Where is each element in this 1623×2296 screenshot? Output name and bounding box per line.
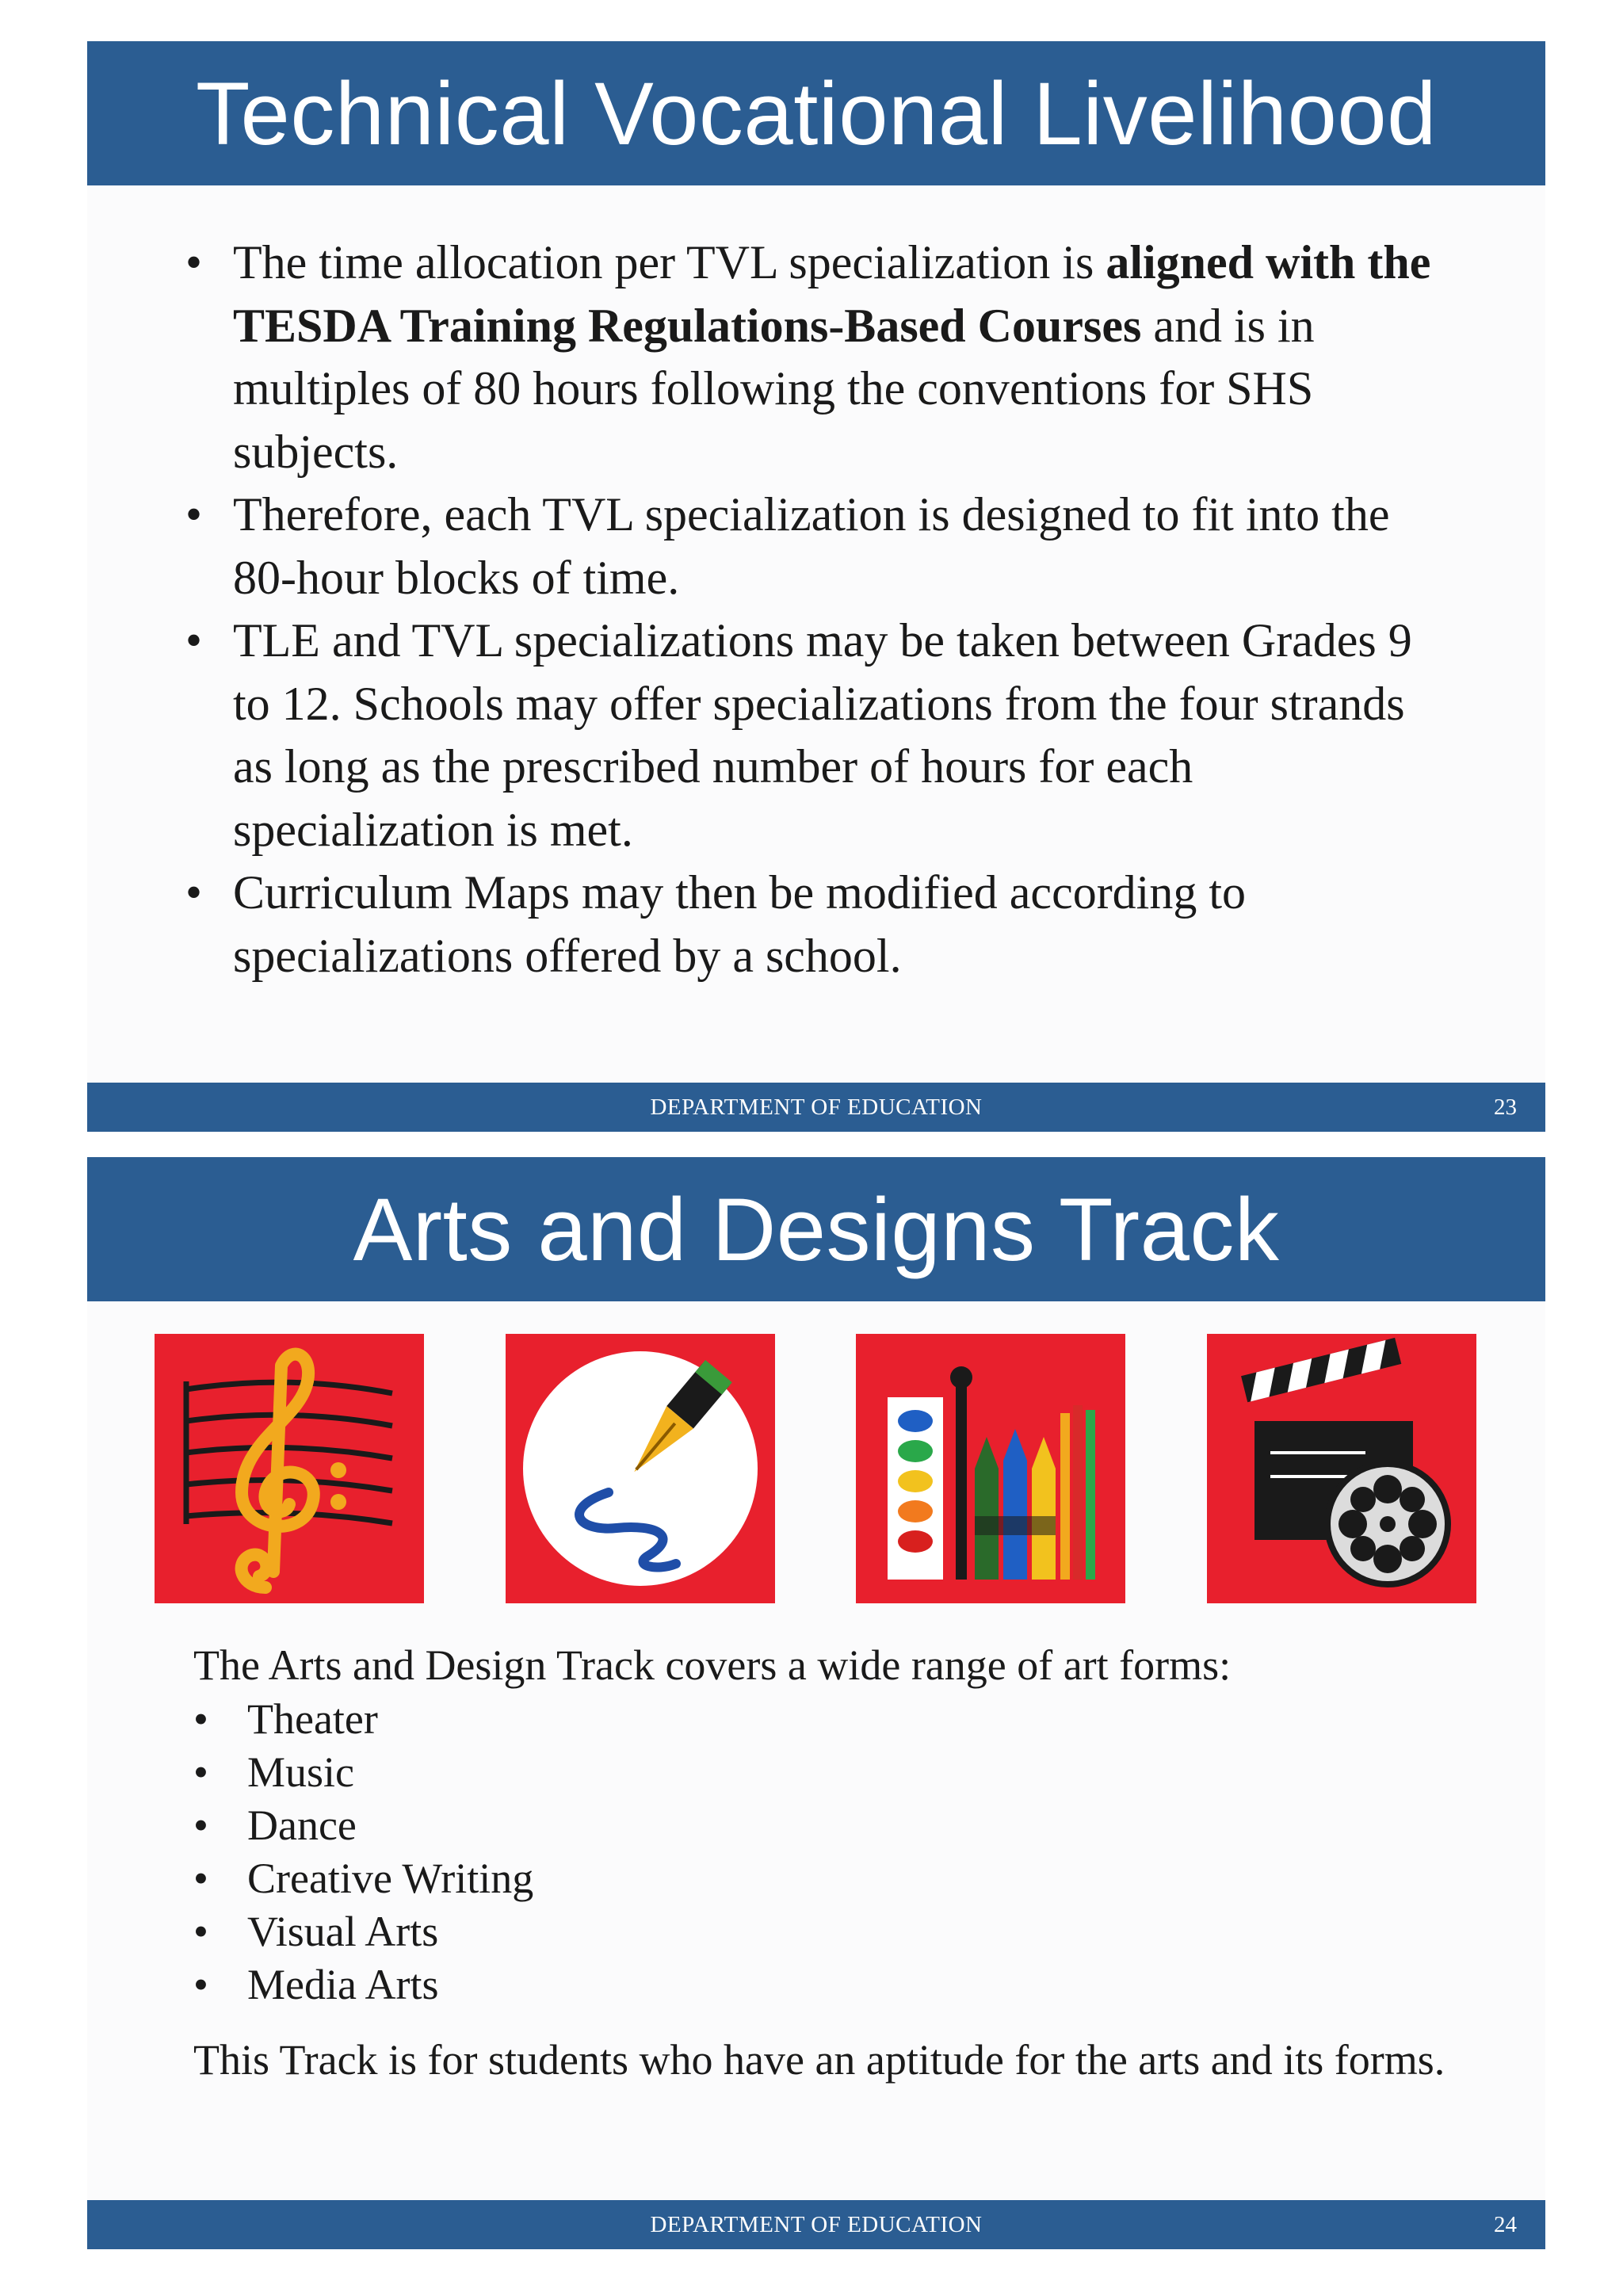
slide-24-title: Arts and Designs Track bbox=[87, 1157, 1545, 1301]
list-item bbox=[193, 1693, 533, 1746]
page-number: 24 bbox=[1494, 2212, 1517, 2237]
list-item bbox=[193, 1746, 533, 1799]
bullet-glyph: • bbox=[185, 488, 203, 541]
film-clapperboard-reel-icon bbox=[1207, 1334, 1476, 1603]
art-form-label: Creative Writing bbox=[247, 1855, 534, 1902]
list-item bbox=[193, 1799, 533, 1852]
bullet-glyph: • bbox=[193, 1855, 208, 1902]
bullet-glyph: • bbox=[193, 1801, 208, 1849]
track-closing-statement: This Track is for students who have an aptitude for the arts and its forms. bbox=[193, 2036, 1445, 2084]
bullet-glyph: • bbox=[193, 1961, 208, 2008]
bullet-text: TLE and TVL specializations may be taken between Grades 9 to 12. Schools may offer specializations from the four strands as long as the prescribed number of hours for each specialization is met. bbox=[233, 614, 1412, 856]
treble-clef-music-icon bbox=[155, 1334, 424, 1603]
paint-palette-crayons-icon bbox=[856, 1334, 1125, 1603]
slide-23-footer bbox=[87, 1083, 1545, 1132]
page-number: 23 bbox=[1494, 1095, 1517, 1120]
bullet-glyph: • bbox=[185, 614, 203, 667]
art-form-label: Media Arts bbox=[247, 1961, 439, 2008]
art-form-label: Dance bbox=[247, 1801, 357, 1849]
bullet-text-bold: aligned with the TESDA Training Regulations-Based Courses bbox=[233, 236, 1431, 352]
footer-label: DEPARTMENT OF EDUCATION bbox=[650, 1095, 983, 1120]
bullet-text: The time allocation per TVL specialization is bbox=[233, 236, 1106, 288]
list-item bbox=[193, 1958, 533, 2011]
tvl-bullet-list bbox=[182, 231, 1450, 988]
list-item bbox=[182, 483, 1450, 609]
list-item bbox=[182, 861, 1450, 988]
bullet-text: and is in multiples of 80 hours following the conventions for SHS subjects. bbox=[233, 299, 1315, 478]
list-item bbox=[182, 231, 1450, 483]
list-item bbox=[193, 1852, 533, 1905]
bullet-glyph: • bbox=[185, 236, 203, 288]
art-form-label: Theater bbox=[247, 1695, 378, 1743]
track-intro: The Arts and Design Track covers a wide range of art forms: bbox=[193, 1641, 1232, 1689]
art-form-label: Visual Arts bbox=[247, 1908, 439, 1955]
bullet-text: Curriculum Maps may then be modified according to specializations offered by a school. bbox=[233, 866, 1247, 982]
art-form-label: Music bbox=[247, 1748, 354, 1796]
bullet-text: Therefore, each TVL specialization is designed to fit into the 80-hour blocks of time. bbox=[233, 488, 1390, 604]
bullet-glyph: • bbox=[193, 1695, 208, 1743]
bullet-glyph: • bbox=[193, 1908, 208, 1955]
slide-23-title: Technical Vocational Livelihood bbox=[87, 41, 1545, 185]
fountain-pen-writing-icon bbox=[506, 1334, 775, 1603]
footer-label: DEPARTMENT OF EDUCATION bbox=[650, 2212, 983, 2237]
bullet-glyph: • bbox=[185, 866, 203, 919]
list-item bbox=[193, 1905, 533, 1958]
slide-24-footer bbox=[87, 2200, 1545, 2249]
art-forms-list bbox=[193, 1693, 533, 2011]
list-item bbox=[182, 609, 1450, 861]
bullet-glyph: • bbox=[193, 1748, 208, 1796]
